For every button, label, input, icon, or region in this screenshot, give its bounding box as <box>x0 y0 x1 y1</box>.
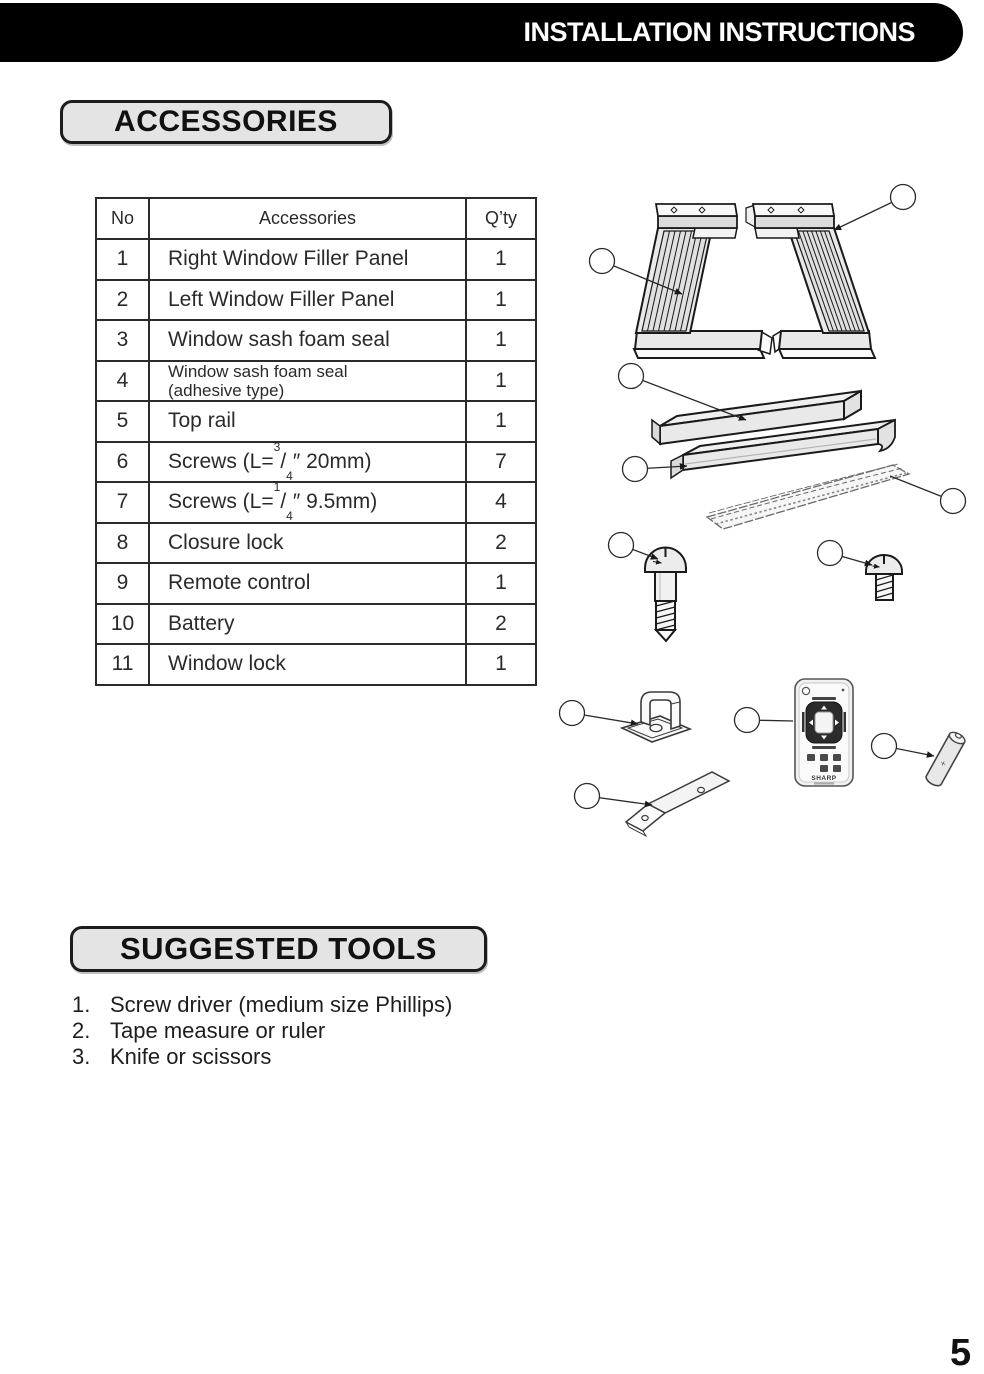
screw-long-20mm-illustration <box>645 547 686 641</box>
cell-qty: 7 <box>466 442 536 483</box>
table-row <box>96 482 536 523</box>
left-window-filler-panel-illustration <box>634 204 772 358</box>
cell-accessory-name: Screws ($L=^1/_4''$ 9.5mm) <box>149 482 466 523</box>
tool-text: Knife or scissors <box>110 1044 272 1069</box>
tool-number: 3. <box>72 1044 91 1069</box>
remote-control-illustration <box>795 679 853 786</box>
cell-accessory-name: Closure lock <box>149 523 466 564</box>
cell-no: 5 <box>96 401 149 442</box>
table-row <box>96 361 536 402</box>
battery-illustration <box>924 730 967 788</box>
accessories-diagram <box>550 180 984 850</box>
callout-circle-long-screw <box>609 533 634 558</box>
cell-no: 1 <box>96 239 149 280</box>
cell-qty: 1 <box>466 320 536 361</box>
page-header-title: INSTALLATION INSTRUCTIONS <box>523 17 915 47</box>
column-header-qty: Q’ty <box>466 198 536 239</box>
table-row <box>96 442 536 483</box>
remote-brand-label: SHARP <box>811 775 837 782</box>
cell-qty: 1 <box>466 563 536 604</box>
column-header-accessories: Accessories <box>149 198 466 239</box>
table-row <box>96 280 536 321</box>
page-number: 5 <box>950 1332 972 1374</box>
table-header-row <box>96 198 536 239</box>
tool-item <box>72 1044 452 1070</box>
table-row <box>96 239 536 280</box>
tool-text: Tape measure or ruler <box>110 1018 326 1043</box>
callout-circle-left-panel <box>590 249 615 274</box>
cell-no: 7 <box>96 482 149 523</box>
callout-circle-battery <box>872 734 897 759</box>
cell-qty: 2 <box>466 523 536 564</box>
cell-no: 3 <box>96 320 149 361</box>
table-row <box>96 604 536 645</box>
tool-text: Screw driver (medium size Phillips) <box>110 992 453 1017</box>
cell-accessory-name: Right Window Filler Panel <box>149 239 466 280</box>
cell-qty: 1 <box>466 361 536 402</box>
cell-no: 2 <box>96 280 149 321</box>
tool-item <box>72 992 452 1018</box>
table-row <box>96 523 536 564</box>
remote-power-button-icon <box>802 687 809 694</box>
callout-circle-right-panel <box>891 185 916 210</box>
accessories-table <box>95 197 537 686</box>
tools-title-label: SUGGESTED TOOLS <box>120 931 437 966</box>
screw-short-9.5mm-illustration <box>866 555 902 600</box>
cell-accessory-name: Left Window Filler Panel <box>149 280 466 321</box>
cell-accessory-name: Remote control <box>149 563 466 604</box>
cell-qty: 4 <box>466 482 536 523</box>
cell-no: 11 <box>96 644 149 685</box>
cell-no: 9 <box>96 563 149 604</box>
cell-no: 8 <box>96 523 149 564</box>
tools-list <box>72 992 452 1070</box>
header-bar <box>0 3 963 62</box>
cell-accessory-name: Screws ($L=^3/_4''$ 20mm) <box>149 442 466 483</box>
table-row <box>96 644 536 685</box>
callouts <box>560 185 966 809</box>
cell-no: 4 <box>96 361 149 402</box>
table-row <box>96 563 536 604</box>
cell-no: 10 <box>96 604 149 645</box>
callout-circle-adhesive-seal <box>941 489 966 514</box>
callout-circle-top-rail <box>623 457 648 482</box>
callout-circle-foam-seal <box>619 364 644 389</box>
closure-lock-illustration <box>622 692 690 742</box>
tool-number: 2. <box>72 1018 91 1043</box>
callout-circle-window-lock <box>575 784 600 809</box>
cell-accessory-name: Battery <box>149 604 466 645</box>
cell-accessory-name: Top rail <box>149 401 466 442</box>
cell-accessory-name: Window lock <box>149 644 466 685</box>
callout-circle-short-screw <box>818 541 843 566</box>
cell-qty: 1 <box>466 280 536 321</box>
cell-no: 6 <box>96 442 149 483</box>
column-header-no: No <box>96 198 149 239</box>
table-row <box>96 320 536 361</box>
cell-accessory-name: Window sash foam seal (adhesive type) <box>149 361 466 402</box>
window-sash-foam-seal-adhesive-illustration <box>707 464 909 529</box>
accessories-title-label: ACCESSORIES <box>114 105 338 138</box>
accessories-section-title <box>60 100 392 144</box>
tool-number: 1. <box>72 992 91 1017</box>
suggested-tools-section-title <box>70 926 487 972</box>
cell-qty: 2 <box>466 604 536 645</box>
battery-polarity-mark: + <box>938 757 948 770</box>
cell-accessory-name: Window sash foam seal <box>149 320 466 361</box>
callout-circle-remote <box>735 708 760 733</box>
callout-circle-closure-lock <box>560 701 585 726</box>
cell-qty: 1 <box>466 644 536 685</box>
tool-item <box>72 1018 452 1044</box>
table-row <box>96 401 536 442</box>
cell-qty: 1 <box>466 239 536 280</box>
cell-qty: 1 <box>466 401 536 442</box>
